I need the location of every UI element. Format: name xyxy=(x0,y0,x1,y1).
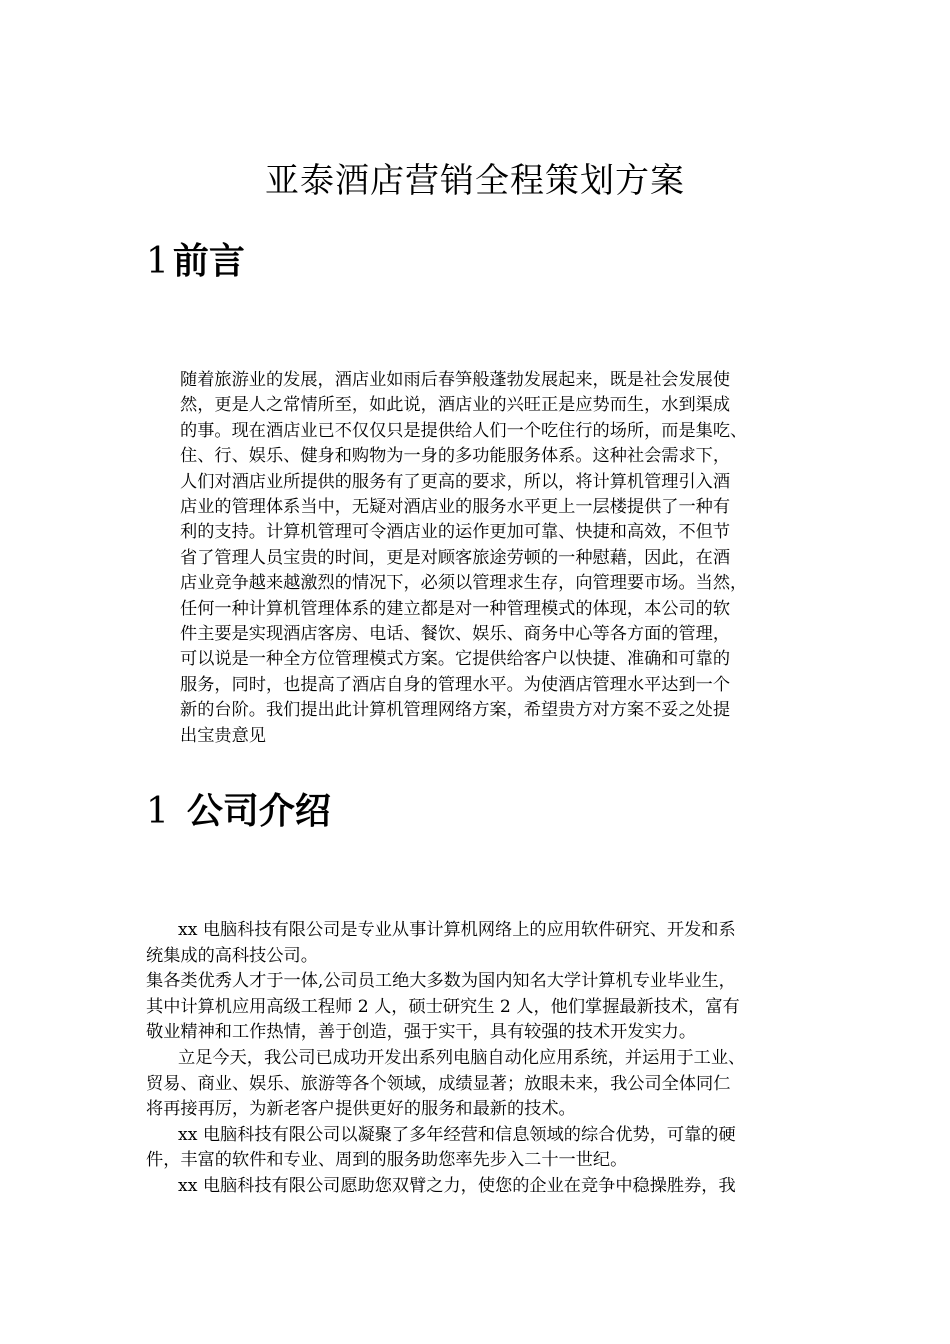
paragraph-line: 出宝贵意见 xyxy=(180,725,266,746)
paragraph-line: 统集成的高科技公司。 xyxy=(146,945,318,966)
paragraph-line: 店业竞争越来越激烈的情况下，必须以管理求生存，向管理要市场。当然， xyxy=(180,573,748,594)
paragraph-line: 服务，同时，也提高了酒店自身的管理水平。为使酒店管理水平达到一个 xyxy=(180,674,731,695)
paragraph-line: 贸易、商业、娱乐、旅游等各个领域，成绩显著；放眼未来，我公司全体同仁 xyxy=(146,1073,731,1094)
section-heading-text: 公司介绍 xyxy=(186,790,331,832)
paragraph-line: 省了管理人员宝贵的时间，更是对顾客旅途劳顿的一种慰藉，因此，在酒 xyxy=(180,547,731,568)
paragraph-line: 将再接再厉，为新老客户提供更好的服务和最新的技术。 xyxy=(146,1099,576,1120)
section-heading-company xyxy=(146,786,331,837)
paragraph-line: 件，丰富的软件和专业、周到的服务助您率先步入二十一世纪。 xyxy=(146,1150,628,1171)
paragraph-line: 住、行、娱乐、健身和购物为一身的多功能服务体系。这种社会需求下， xyxy=(180,446,731,467)
paragraph-line: 店业的管理体系当中，无疑对酒店业的服务水平更上一层楼提供了一种有 xyxy=(180,497,731,518)
paragraph-line: 任何一种计算机管理体系的建立都是对一种管理模式的体现，本公司的软 xyxy=(180,598,731,619)
section-number: 1 xyxy=(146,791,169,832)
preface-paragraph xyxy=(180,368,812,749)
section-heading-text: 前言 xyxy=(172,240,245,282)
paragraph-line: 利的支持。计算机管理可令酒店业的运作更加可靠、快捷和高效，不但节 xyxy=(180,522,731,543)
paragraph-line: 立足今天，我公司已成功开发出系列电脑自动化应用系统，并运用于工业、 xyxy=(178,1047,746,1068)
section-number: 1 xyxy=(146,241,169,282)
paragraph-line: 可以说是一种全方位管理模式方案。它提供给客户以快捷、准确和可靠的 xyxy=(180,649,731,670)
paragraph-line: 件主要是实现酒店客房、电话、餐饮、娱乐、商务中心等各方面的管理， xyxy=(180,624,731,645)
paragraph-line: xx 电脑科技有限公司愿助您双臂之力，使您的企业在竞争中稳操胜券，我 xyxy=(178,1175,736,1196)
paragraph-line: xx 电脑科技有限公司是专业从事计算机网络上的应用软件研究、开发和系 xyxy=(178,920,736,940)
paragraph-line: 人们对酒店业所提供的服务有了更高的要求，所以，将计算机管理引入酒 xyxy=(180,471,731,492)
paragraph-line: 敬业精神和工作热情，善于创造，强于实干，具有较强的技术开发实力。 xyxy=(146,1022,697,1043)
paragraph-line: 其中计算机应用高级工程师 2 人，硕士研究生 2 人，他们掌握最新技术，富有 xyxy=(146,996,740,1017)
section-heading-preface xyxy=(146,236,245,287)
paragraph-line: 新的台阶。我们提出此计算机管理网络方案，希望贵方对方案不妥之处提 xyxy=(180,700,731,721)
paragraph-line: 随着旅游业的发展，酒店业如雨后春笋般蓬勃发展起来，既是社会发展使 xyxy=(180,370,731,390)
paragraph-line: 的事。现在酒店业已不仅仅只是提供给人们一个吃住行的场所，而是集吃、 xyxy=(180,420,748,441)
company-intro-text xyxy=(146,918,810,1200)
paragraph-line: 然，更是人之常情所至，如此说，酒店业的兴旺正是应势而生，水到渠成 xyxy=(180,395,731,416)
document-title: 亚泰酒店营销全程策划方案 xyxy=(265,161,685,201)
paragraph-line: 集各类优秀人才于一体,公司员工绝大多数为国内知名大学计算机专业毕业生， xyxy=(146,971,736,992)
paragraph-line: xx 电脑科技有限公司以凝聚了多年经营和信息领域的综合优势，可靠的硬 xyxy=(178,1124,736,1145)
